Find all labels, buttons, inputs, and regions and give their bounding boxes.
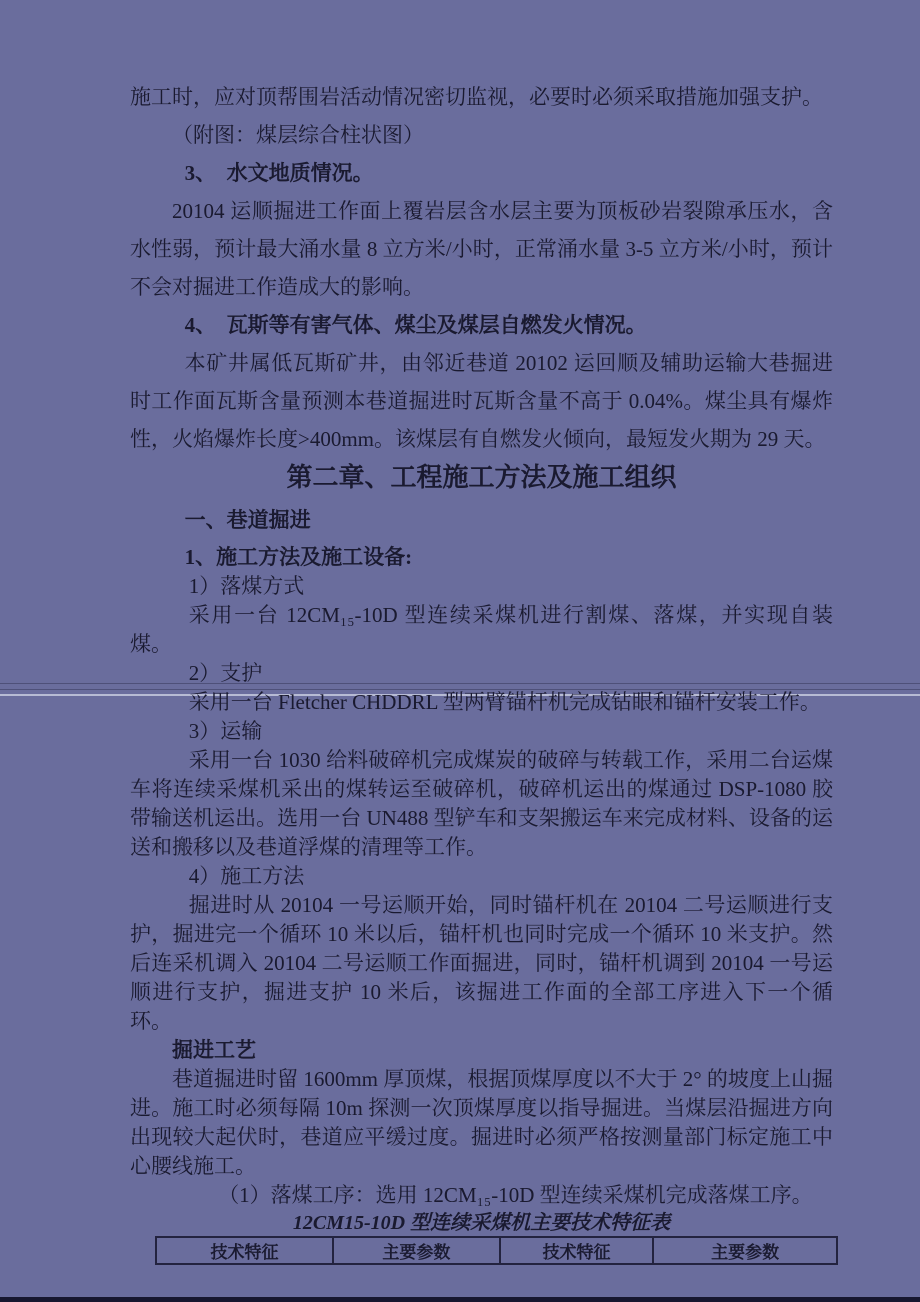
heading-gas-hazards: 4、 瓦斯等有害气体、煤尘及煤层自燃发火情况。	[184, 313, 647, 337]
paragraph-gas-hazards: 本矿井属低瓦斯矿井，由邻近巷道 20102 运回顺及辅助运输大巷掘进时工作面瓦斯含量预测本巷道掘进时瓦斯含量不高于 0.04%。煤尘具有爆炸性，火焰爆炸长度>400mm。该煤层有自燃发火倾向，最短发火期为 29 天。	[130, 351, 833, 451]
heading-hydrogeology: 3、 水文地质情况。	[184, 161, 374, 185]
item-coal-cutting-text: 采用一台 12CM₁₅-10D 型连续采煤机进行割煤、落煤，并实现自装煤。	[130, 603, 833, 656]
item-transport-label: 3）运输	[188, 719, 263, 743]
chapter-title: 第二章、工程施工方法及施工组织	[286, 463, 677, 492]
item-support-text: 采用一台 Fletcher CHDDRL 型两臂锚杆机完成钻眼和锚杆安装工作。	[188, 690, 821, 714]
paragraph-hydrogeology: 20104 运顺掘进工作面上覆岩层含水层主要为顶板砂岩裂隙承压水，含水性弱，预计最大涌水量 8 立方米/小时，正常涌水量 3-5 立方米/小时，预计不会对掘进工作造成大的影响。	[130, 199, 833, 299]
table-header-parameter-1: 主要参数	[333, 1237, 500, 1264]
table-caption: 12CM15-10D 型连续采煤机主要技术特征表	[292, 1212, 671, 1234]
item-transport-text: 采用一台 1030 给料破碎机完成煤炭的破碎与转载工作，采用二台运煤车将连续采煤机采出的煤转运至破碎机，破碎机运出的煤通过 DSP-1080 胶带输送机运出。选用一台 UN488 型铲车和支架搬运车来完成材料、设备的运送和搬移以及巷道浮煤的清理等工作。	[130, 748, 833, 859]
paragraph-attachment-note: （附图：煤层综合柱状图）	[172, 123, 424, 147]
heading-construction-method: 1、施工方法及施工设备:	[184, 545, 413, 569]
heading-roadway-excavation: 一、巷道掘进	[184, 508, 311, 532]
table-header-feature-1: 技术特征	[156, 1237, 333, 1264]
spacer	[130, 535, 833, 543]
spec-table-header-row	[156, 1237, 837, 1264]
heading-excavation-process: 掘进工艺	[172, 1038, 256, 1062]
paragraph-step1-coal-cutting: （1）落煤工序：选用 12CM₁₅-10D 型连续采煤机完成落煤工序。	[218, 1183, 813, 1207]
item-method-label: 4）施工方法	[188, 864, 305, 888]
item-coal-cutting-label: 1）落煤方式	[188, 574, 305, 598]
table-header-parameter-2: 主要参数	[653, 1237, 837, 1264]
item-method-text: 掘进时从 20104 一号运顺开始，同时锚杆机在 20104 二号运顺进行支护，掘进完一个循环 10 米以后，锚杆机也同时完成一个循环 10 米支护。然后连采机调入 20104 二号运顺工作面掘进，同时，锚杆机调到 20104 一号运顺进行支护，掘进支护 10 米后，该掘进工作面的全部工序进入下一个循环。	[130, 893, 833, 1033]
spec-table	[155, 1236, 838, 1265]
paragraph-excavation-process: 巷道掘进时留 1600mm 厚顶煤，根据顶煤厚度以不大于 2° 的坡度上山掘进。施工时必须每隔 10m 探测一次顶煤厚度以指导掘进。当煤层沿掘进方向出现较大起伏时，巷道应平缓过度。掘进时必须严格按测量部门标定施工中心腰线施工。	[130, 1067, 833, 1178]
paragraph-support-monitoring: 施工时，应对顶帮围岩活动情况密切监视，必要时必须采取措施加强支护。	[130, 85, 823, 109]
spacer	[130, 498, 833, 506]
window-bottom-edge	[0, 1297, 920, 1302]
table-header-feature-2: 技术特征	[500, 1237, 653, 1264]
item-support-label: 2）支护	[188, 661, 263, 685]
